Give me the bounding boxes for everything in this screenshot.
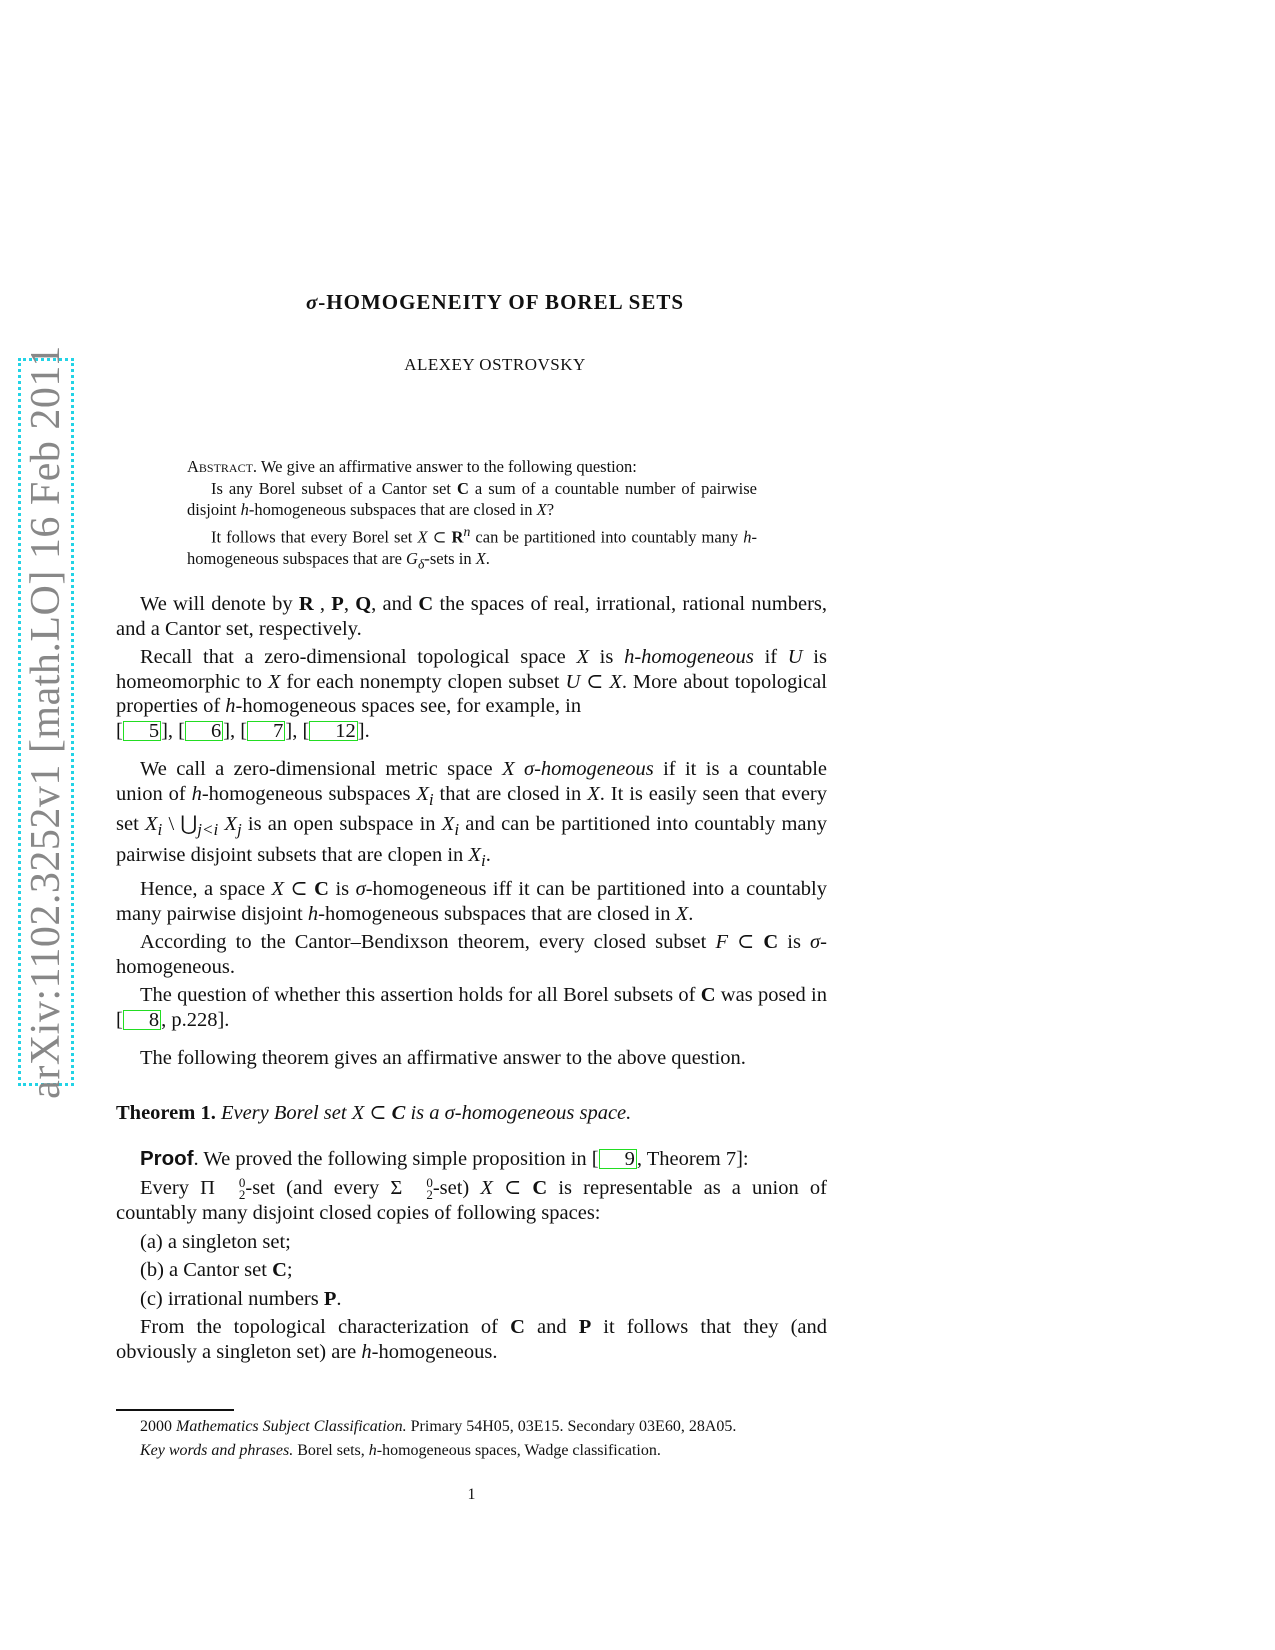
t: X — [417, 527, 428, 546]
t: can be partitioned into countably many — [470, 527, 744, 546]
t: σ — [444, 1101, 455, 1124]
abstract-label: Abstract. — [187, 457, 258, 476]
t: We call a zero-dimensional metric space — [140, 758, 503, 780]
t: 2 — [426, 1187, 433, 1203]
t: C — [418, 593, 434, 615]
t: ? — [546, 500, 555, 519]
title-text: -HOMOGENEITY OF BOREL SETS — [318, 290, 685, 314]
main-body — [116, 592, 827, 1368]
t: Primary 54H05, 03E15. Secondary 03E60, 28A05. — [406, 1418, 737, 1435]
t: C — [314, 878, 329, 901]
t: F — [715, 931, 728, 954]
citation-link[interactable]: 7 — [247, 721, 285, 741]
t: i — [454, 820, 460, 840]
t: . More about topological properties of — [116, 670, 827, 717]
t: U — [787, 646, 803, 668]
t: X — [502, 758, 515, 780]
citation-link[interactable]: 6 — [185, 721, 223, 741]
t: Mathematics Subject Classification. — [176, 1418, 407, 1435]
t: . — [336, 1287, 342, 1310]
t: C — [763, 931, 779, 954]
t: C — [510, 1316, 525, 1339]
t: X — [587, 782, 600, 805]
t: h — [240, 500, 249, 519]
t: -homogeneous. — [116, 931, 827, 978]
t: 2000 — [140, 1418, 176, 1435]
t: -homogeneous. — [371, 1340, 498, 1363]
t: if it is a countable union of — [116, 758, 828, 805]
proof-label: Proof — [140, 1147, 194, 1171]
paragraph-conclusion — [116, 1315, 827, 1364]
t: if — [753, 646, 788, 668]
t: , p.228]. — [161, 1008, 230, 1031]
t: -homogeneous spaces see, for example, in — [235, 695, 582, 717]
t: h — [307, 902, 319, 925]
t: X — [475, 548, 486, 568]
paragraph-question — [116, 983, 827, 1032]
t: 0 — [426, 1175, 433, 1191]
t: G — [406, 548, 418, 568]
t: X — [609, 670, 622, 693]
t: Key words and phrases. — [140, 1442, 294, 1459]
t: P — [323, 1287, 337, 1310]
t: a sum of a countable number of pairwise disjoint — [187, 478, 757, 519]
paragraph-following-theorem: The following theorem gives an affirmative answer to the above question. — [140, 1047, 746, 1070]
t: ⊂ — [284, 878, 315, 901]
paragraph-cantor-bendixson — [116, 930, 827, 979]
footnote-divider — [116, 1409, 234, 1411]
t: -homogeneous iff it can be partitioned into a countably many pairwise disjoint — [116, 878, 827, 925]
t: C — [272, 1259, 287, 1282]
list-item — [116, 1287, 827, 1312]
t: . It is easily seen that every set — [116, 782, 827, 836]
t: X — [144, 813, 158, 836]
t: i — [157, 820, 163, 840]
t: X — [218, 813, 237, 836]
t: According to the Cantor–Bendixson theorem, every closed subset — [140, 931, 716, 954]
citation-link[interactable]: 12 — [309, 721, 358, 741]
t: Every Borel set — [220, 1101, 352, 1124]
t: R — [298, 593, 314, 615]
t: . — [485, 548, 490, 568]
proof-intro — [116, 1147, 827, 1172]
t: . — [688, 902, 694, 925]
t: ⊂ — [727, 931, 764, 954]
t: (c) irrational numbers — [140, 1287, 324, 1310]
t: 2 — [238, 1187, 246, 1203]
t: i — [428, 789, 434, 809]
t: We will denote by — [140, 593, 299, 615]
t: -sets in — [424, 548, 476, 568]
t: The question of whether this assertion holds for all Borel subsets of — [140, 984, 701, 1007]
theorem-1 — [116, 1101, 827, 1126]
t: X — [480, 1176, 493, 1199]
t: for each nonempty clopen subset — [280, 670, 566, 693]
t: i — [480, 850, 486, 870]
t: it follows that they (and obviously a singleton set) are — [116, 1316, 827, 1363]
citation-link[interactable]: 9 — [599, 1149, 637, 1169]
t — [515, 758, 524, 780]
t: j<i — [197, 820, 219, 840]
t: Every — [140, 1176, 201, 1199]
t: -homogeneous subspaces that are closed in — [318, 902, 676, 925]
author-name: ALEXEY OSTROVSKY — [404, 355, 586, 374]
keywords — [116, 1440, 827, 1461]
t: h — [743, 527, 752, 546]
citation-link[interactable]: 5 — [123, 721, 161, 741]
t: is representable as a union of countably many disjoint closed copies of following spaces: — [116, 1176, 827, 1225]
paragraph-notation — [116, 592, 827, 641]
t: U — [565, 670, 581, 693]
list-item — [116, 1258, 827, 1283]
t: . — [364, 719, 370, 742]
t: . — [485, 843, 491, 866]
arxiv-stamp — [18, 345, 74, 1099]
t: Recall that a zero-dimensional topological space — [140, 646, 577, 668]
t: that are closed in — [433, 782, 588, 805]
t: is a — [405, 1101, 445, 1124]
paragraph-proposition — [116, 1176, 827, 1226]
t: C — [456, 478, 469, 498]
t: -homogeneous subspaces — [201, 782, 417, 805]
t: C — [391, 1101, 406, 1124]
t: X — [468, 843, 481, 866]
t: P — [331, 593, 344, 615]
t: ⊂ — [364, 1101, 392, 1124]
t: -homogeneous subspaces that are closed in — [248, 500, 537, 519]
t: σ — [810, 931, 821, 954]
t: , — [313, 593, 332, 615]
t: σ-homogeneous — [524, 758, 654, 780]
t: ⊂ — [427, 527, 452, 546]
t: n — [463, 523, 471, 539]
paragraph-hence — [116, 877, 827, 926]
t: and — [524, 1316, 579, 1339]
t: X — [351, 1101, 365, 1124]
citation-link[interactable]: 8 — [123, 1010, 161, 1030]
msc-classification — [116, 1416, 827, 1437]
t: X — [536, 500, 547, 519]
t: X — [675, 902, 689, 925]
t: . We proved the following simple proposition in [ — [193, 1148, 599, 1171]
t: X — [267, 670, 281, 693]
t: C — [700, 984, 716, 1007]
t: is — [328, 878, 356, 901]
t: \ ⋃ — [162, 813, 198, 836]
abstract-consequence — [187, 521, 757, 575]
t: X — [576, 646, 589, 668]
t: is — [778, 931, 811, 954]
paragraph-sigma-homogeneous-definition — [116, 757, 827, 873]
t: -homogeneous space. — [454, 1101, 632, 1124]
t: Hence, a space — [140, 878, 272, 901]
t: ⊂ — [492, 1176, 533, 1199]
t: Σ — [390, 1176, 403, 1199]
t: Q — [355, 593, 372, 615]
t: -homogeneous subspaces that are — [187, 527, 758, 568]
page-number: 1 — [467, 1486, 476, 1503]
t: , — [343, 593, 356, 615]
t: h — [225, 695, 236, 717]
theorem-label: Theorem 1. — [116, 1101, 216, 1124]
t: σ — [355, 878, 366, 901]
list-item — [116, 1230, 827, 1255]
t: and can be partitioned into countably many pairwise disjoint subsets that are clopen in — [116, 813, 827, 866]
t: -set) — [432, 1176, 481, 1199]
abstract — [187, 456, 757, 574]
t: is homeomorphic to — [116, 646, 827, 693]
t: , and — [371, 593, 419, 615]
t: From the topological characterization of — [140, 1316, 511, 1339]
t: h — [368, 1442, 377, 1459]
t: h-homogeneous — [624, 646, 754, 668]
abstract-intro — [187, 456, 757, 478]
t: is — [588, 646, 625, 668]
t: was posed in [ — [116, 984, 827, 1031]
t: It follows that every Borel set — [211, 527, 418, 546]
t: X — [416, 782, 429, 805]
t: h — [191, 782, 202, 805]
t: X — [441, 813, 455, 836]
t: , Theorem 7]: — [636, 1148, 749, 1171]
t: R — [451, 527, 464, 546]
t: Borel sets, — [293, 1442, 369, 1459]
t: 0 — [238, 1175, 246, 1191]
paragraph-h-homogeneous-definition: Recall that a zero-dimensional topological space X is h-homogeneous if U is homeomorphic to X for each nonempty clopen subset U ⊂ X. More about topological properties of h-homogeneous spaces see, for example, in [ 5], [ 6], [ 7], [ 12]. — [116, 646, 827, 742]
t: is an open subspace in — [241, 813, 442, 836]
t: ⊂ — [580, 670, 610, 693]
abstract-line: We give an affirmative answer to the following question: — [260, 457, 637, 476]
t: j — [236, 820, 242, 840]
t: P — [578, 1316, 592, 1339]
t: the spaces of real, irrational, rational numbers, and a Cantor set, respectively. — [116, 593, 827, 640]
arxiv-identifier[interactable]: arXiv:1102.3252v1 [math.LO] 16 Feb 2011 — [23, 345, 69, 1099]
t: (b) a Cantor set — [140, 1259, 273, 1282]
footnotes — [116, 1416, 827, 1464]
t: -set (and every — [245, 1176, 391, 1199]
t: X — [271, 878, 285, 901]
abstract-question — [187, 478, 757, 521]
paper-title — [0, 290, 990, 315]
t: -homogeneous spaces, Wadge classification. — [376, 1442, 661, 1459]
t: Is any Borel subset of a Cantor set — [211, 478, 457, 498]
t: δ — [417, 555, 425, 571]
t: (a) a singleton set; — [140, 1230, 291, 1253]
title-sigma: σ — [305, 290, 319, 314]
t: Π — [200, 1176, 215, 1199]
t: C — [532, 1176, 548, 1199]
t: ; — [286, 1259, 293, 1282]
t: h — [361, 1340, 372, 1363]
